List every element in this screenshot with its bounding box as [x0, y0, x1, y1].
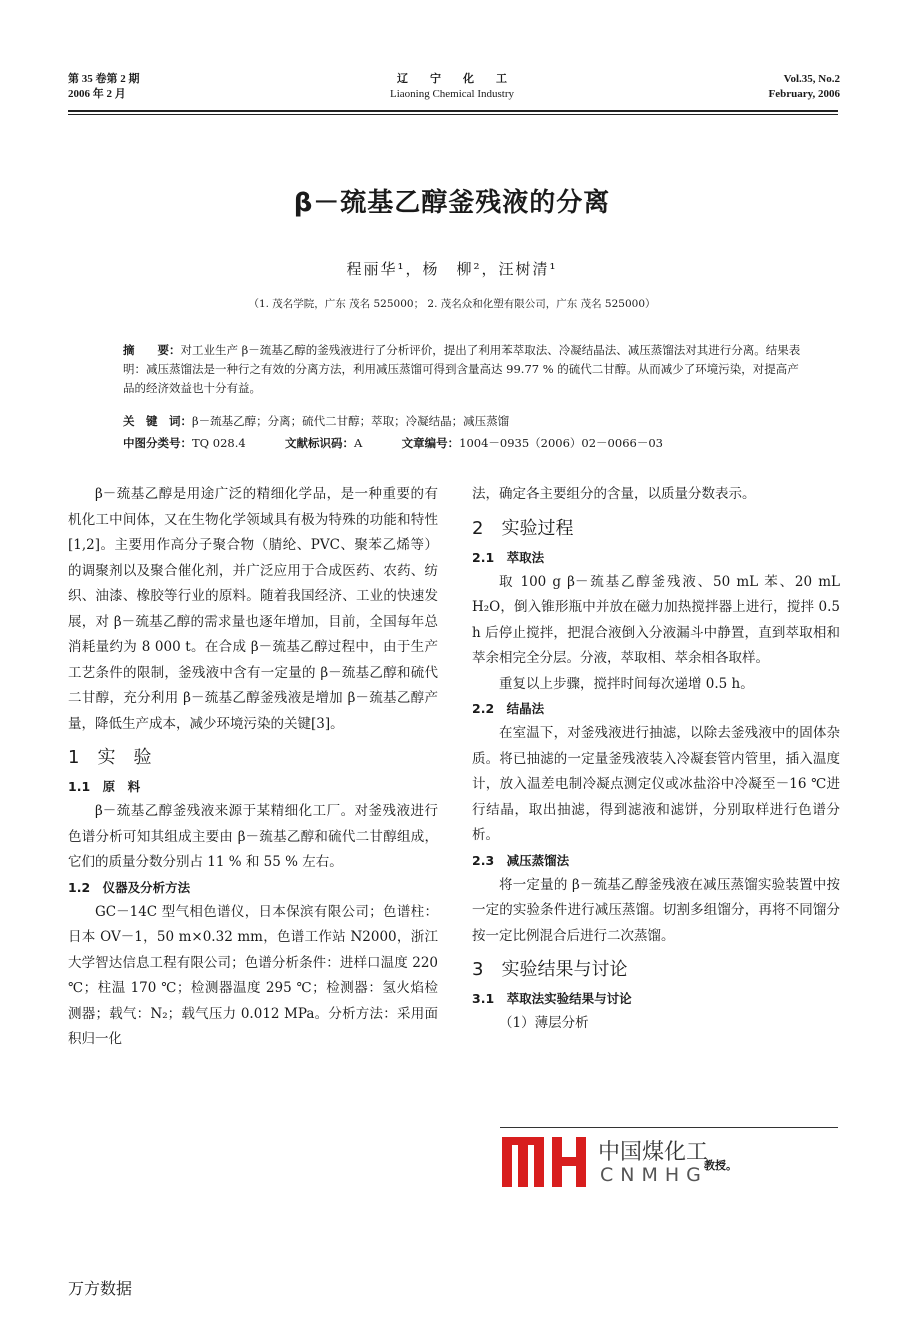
footnote-rule — [500, 1127, 838, 1128]
volume-en: Vol.35, No.2 — [783, 73, 840, 85]
cnmhg-logo — [500, 1133, 740, 1191]
date-en: February, 2006 — [768, 88, 840, 100]
left-column — [68, 482, 438, 1053]
classification — [123, 434, 803, 453]
article-no-value: 1004－0935（2006）02－0066－03 — [459, 436, 663, 450]
doc-code-label: 文献标识码： — [285, 436, 354, 450]
section-1-2-text: GC－14C 型气相色谱仪，日本保滨有限公司；色谱柱：日本 OV－1，50 m×0.32 mm，色谱工作站 N2000，浙江大学智达信息工程有限公司；色谱分析条件：进样口温度 220 ℃；柱温 170 ℃；检测器温度 295 ℃；检测器：氢火焰检测器；载气：N₂；载气压力 0.012 MPa。分析方法：采用面积归一化 — [68, 903, 438, 1047]
section-2-title: 2 实验过程 — [472, 517, 574, 539]
section-1-1-text: β－巯基乙醇釜残液来源于某精细化工厂。对釜残液进行色谱分析可知其组成主要由 β－巯基乙醇和硫代二甘醇组成，它们的质量分数分别占 11 % 和 55 % 左右。 — [68, 803, 438, 870]
section-1-2-title: 1.2 仪器及分析方法 — [68, 879, 191, 895]
header-rule-thin — [68, 114, 838, 115]
doc-code-value: A — [354, 436, 363, 450]
logo-en-text: CNMHG — [600, 1164, 708, 1186]
section-1-1-title: 1.1 原 料 — [68, 779, 141, 794]
article-title: β－巯基乙醇釜残液的分离 — [293, 188, 611, 218]
section-2-2-text: 在室温下，对釜残液进行抽滤，以除去釜残液中的固体杂质。将已抽滤的一定量釜残液装入冷凝套管内管里，插入温度计，放入温差电制冷凝点测定仪或冰盐浴中冷凝至－16 ℃进行结晶，取出抽滤，得到滤液和滤饼，分别取样进行色谱分析。 — [472, 725, 840, 843]
class-value: TQ 028.4 — [192, 436, 246, 450]
section-3-1-title: 3.1 萃取法实验结果与讨论 — [472, 991, 632, 1006]
volume-issue: 第 35 卷第 2 期 — [68, 73, 140, 85]
issue-date: 2006 年 2 月 — [68, 88, 126, 100]
logo-cn-text: 中国煤化工 — [598, 1140, 709, 1165]
abstract-text: 对工业生产 β－巯基乙醇的釜残液进行了分析评价，提出了利用苯萃取法、冷凝结晶法、减压蒸馏法对其进行分离。结果表明：减压蒸馏法是一种行之有效的分离方法，利用减压蒸馏可得到含量高达 99.77 % 的硫代二甘醇。从而减少了环境污染，对提高产品的经济效益也十分有益。 — [123, 343, 801, 395]
abstract-label: 摘 要： — [123, 343, 181, 357]
article-no-label: 文章编号： — [401, 436, 460, 450]
abstract — [123, 341, 803, 398]
section-1-title: 1 实 验 — [68, 747, 152, 768]
intro-paragraph: β－巯基乙醇是用途广泛的精细化学品，是一种重要的有机化工中间体，又在生物化学领域具有极为特殊的功能和特性[1,2]。主要用作高分子聚合物（腈纶、PVC、聚苯乙烯等）的调聚剂以及聚合催化剂，并广泛应用于合成医药、农药、纺织、油漆、橡胶等行业的原料。随着我国经济、工业的快速发展，对 β－巯基乙醇的需求量也逐年增加，目前，全国每年总消耗量约为 8 000 t。在合成 β－巯基乙醇过程中，由于生产工艺条件的限制，釜残液中含有一定量的 β－巯基乙醇和硫代二甘醇，充分利用 β－巯基乙醇釜残液是增加 β－巯基乙醇产量，降低生产成本，减少环境污染的关键[3]。 — [68, 486, 438, 732]
section-2-1-title: 2.1 萃取法 — [472, 549, 545, 565]
journal-name-cn: 辽 宁 化 工 — [397, 73, 507, 85]
journal-issue — [68, 72, 140, 102]
author-affiliation: （1. 茂名学院，广东 茂名 525000； 2. 茂名众和化塑有限公司，广东 茂名 525000） — [248, 298, 656, 310]
journal-volume-en — [769, 72, 841, 102]
keywords-text: β－巯基乙醇；分离；硫代二甘醇；萃取；冷凝结晶；减压蒸馏 — [192, 414, 510, 428]
article-authors: 程丽华¹，杨 柳²，汪树清¹ — [346, 260, 558, 278]
section-2-3-text: 将一定量的 β－巯基乙醇釜残液在减压蒸馏实验装置中按一定的实验条件进行减压蒸馏。切割多组馏分，再将不同馏分按一定比例混合后进行二次蒸馏。 — [472, 876, 840, 944]
section-2-1-text: 取 100 g β－巯基乙醇釜残液、50 mL 苯、20 mL H₂O，倒入锥形瓶中并放在磁力加热搅拌器上进行，搅拌 0.5 h 后停止搅拌，把混合液倒入分液漏斗中静置，直到萃取相和萃余相完全分层。分液，萃取相、萃余相各取样。 — [472, 573, 840, 666]
section-3-title: 3 实验结果与讨论 — [472, 959, 628, 980]
continued-text: 法，确定各主要组分的含量，以质量分数表示。 — [472, 486, 756, 502]
class-label: 中图分类号： — [123, 436, 192, 450]
section-2-1-repeat: 重复以上步骤，搅拌时间每次递增 0.5 h。 — [499, 675, 754, 692]
journal-name — [300, 72, 604, 102]
logo-mark-icon — [500, 1133, 592, 1191]
header-rule-thick — [68, 110, 838, 112]
section-2-2-title: 2.2 结晶法 — [472, 701, 545, 716]
journal-name-en: Liaoning Chemical Industry — [389, 88, 515, 100]
section-2-3-title: 2.3 减压蒸馏法 — [472, 852, 570, 868]
keywords — [123, 412, 803, 431]
watermark: 万方数据 — [68, 1279, 133, 1298]
keywords-label: 关 键 词： — [123, 414, 192, 428]
footnote-fragment: 教授。 — [704, 1159, 737, 1172]
section-3-1-item: （1）薄层分析 — [499, 1015, 589, 1031]
right-column — [472, 482, 840, 1037]
